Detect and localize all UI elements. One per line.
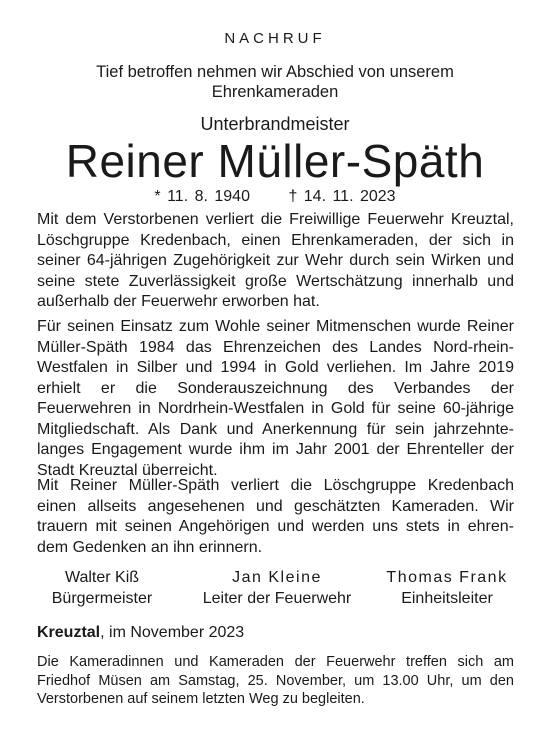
- paragraph-1: Mit dem Verstorbenen verliert die Freiwillige Feuerwehr Kreuztal, Löschgruppe Kredenbach, einen Ehrenkameraden, der sich in seiner 64-jährigen Zugehörigkeit zur Wehr durch sein Wirken und seine stete Zuverlässigkeit große Wertschätzung innerhalb und außerhalb der Feuerwehr erworben hat.: [37, 211, 514, 310]
- funeral-notice: Die Kameradinnen und Kameraden der Feuerwehr treffen sich am Friedhof Müsen am Samstag, 25. November, um 13.00 Uhr, um den Verstorbenen auf seinem letzten Weg zu begleiten.: [37, 654, 514, 707]
- signature-unit-leader: [377, 568, 517, 609]
- rank-title: Unterbrandmeister: [200, 114, 350, 134]
- birth-date: * 11. 8. 1940: [154, 188, 250, 205]
- signature-fire-chief: [187, 568, 367, 609]
- heading: NACHRUF: [224, 30, 326, 47]
- place-month: , im November 2023: [100, 624, 245, 641]
- signature-title: Bürgermeister: [51, 589, 153, 607]
- place-date: [37, 624, 244, 642]
- death-date: † 14. 11. 2023: [288, 188, 396, 205]
- paragraph-2: Für seinen Einsatz zum Wohle seiner Mitmenschen wurde Reiner Müller-Späth 1984 das Ehrenzeichen des Landes Nord-rhein-Westfalen in Silber und 1994 in Gold verliehen. Im Jahre 2019 erhielt er die Sonderauszeichnung des Verbandes der Feuerwehren in Nordrhein-Westfalen in Gold für seine 60-jährige Mitgliedschaft. Als Dank und Anerkennung für sein jahrzehnte-langes Engagement wurde ihm im Jahr 2001 der Ehrenteller der Stadt Kreuztal überreicht.: [37, 318, 514, 479]
- deceased-name: Reiner Müller-Späth: [65, 135, 485, 187]
- signature-title: Leiter der Feuerwehr: [202, 589, 352, 607]
- place-city: Kreuztal: [37, 624, 101, 641]
- signature-name: Thomas Frank: [386, 569, 508, 586]
- paragraph-3: Mit Reiner Müller-Späth verliert die Löschgruppe Kredenbach einen allseits angesehenen und geschätzten Kameraden. Wir trauern mit seinen Angehörigen und werden uns stets in ehren-dem Gedenken an ihn erinnern.: [37, 477, 514, 556]
- life-dates: [0, 188, 550, 206]
- signature-mayor: [37, 568, 167, 609]
- signature-name: Walter Kiß: [64, 569, 140, 586]
- signature-name: Jan Kleine: [232, 569, 322, 586]
- signature-title: Einheitsleiter: [401, 589, 493, 607]
- intro-text: Tief betroffen nehmen wir Abschied von unserem Ehrenkameraden: [96, 63, 454, 101]
